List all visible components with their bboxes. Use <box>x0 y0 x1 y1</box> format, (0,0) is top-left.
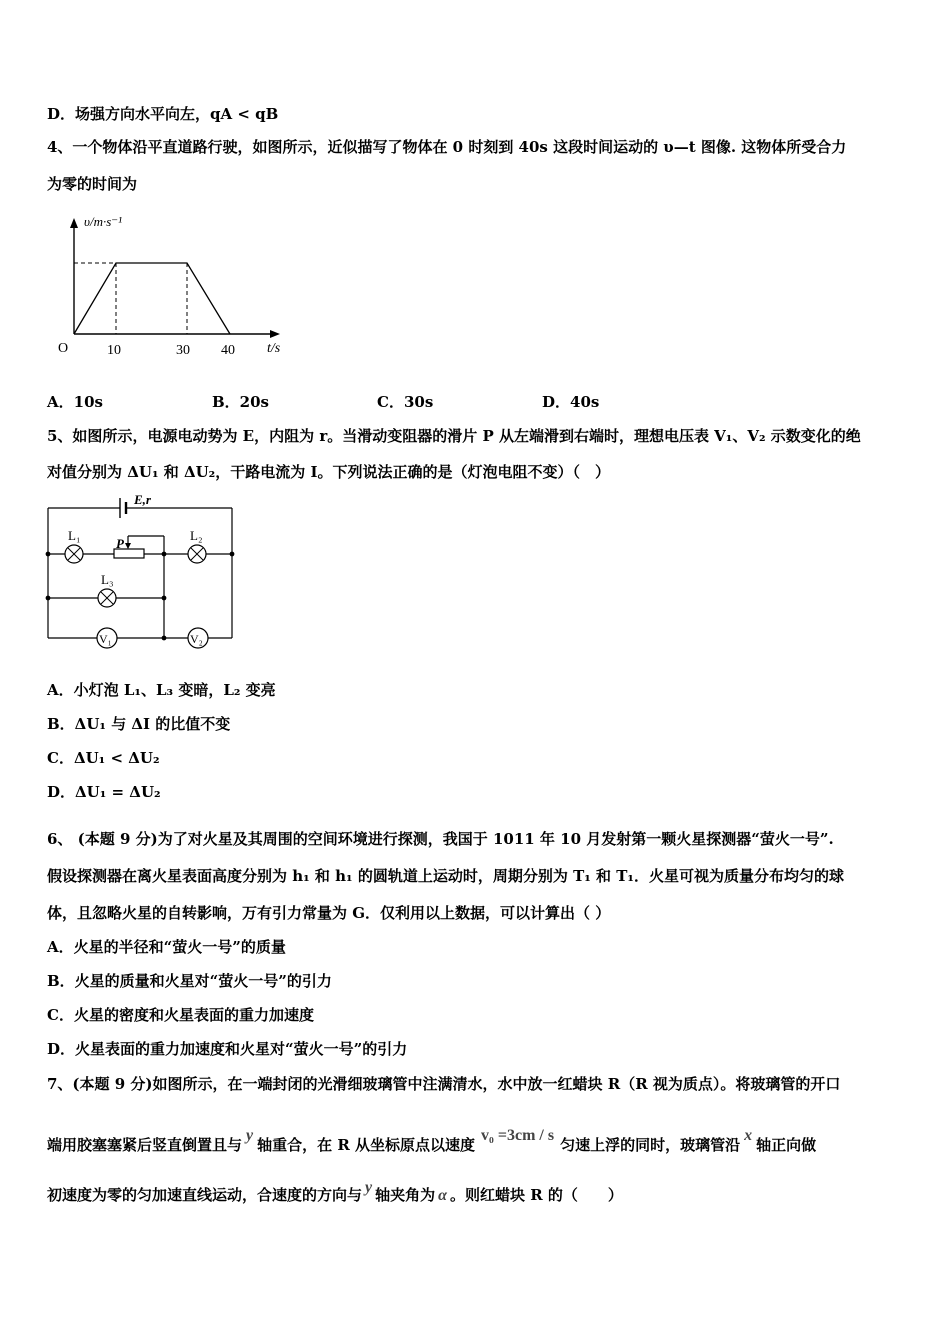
q7-line2-part2: 轴重合，在 R 从坐标原点以速度 <box>257 1136 476 1154</box>
q6-stem-line1: 6、 (本题 9 分)为了对火星及其周围的空间环境进行探测，我国于 1011 年 10 月发射第一颗火星探测器“萤火一号”. <box>47 830 834 848</box>
q5-L1-label: L₁ <box>68 528 81 543</box>
q5-stem-line1: 5、如图所示，电源电动势为 E，内阻为 r。当滑动变阻器的滑片 P 从左端滑到右端时，理想电压表 V₁、V₂ 示数变化的绝 <box>47 427 861 445</box>
q7-line3-part1: 初速度为零的匀加速直线运动，合速度的方向与 <box>47 1186 363 1204</box>
q5-circuit-diagram <box>40 490 250 655</box>
q7-line3-part2: 轴夹角为 <box>375 1186 436 1204</box>
q4-origin: O <box>58 341 69 356</box>
q7-y-symbol-2: y <box>365 1179 373 1196</box>
q4-stem-line2: 为零的时间为 <box>47 175 138 193</box>
q6-stem-line2: 假设探测器在离火星表面高度分别为 h₁ 和 h₁ 的圆轨道上运动时，周期分别为 T₁ 和 T₁．火星可视为质量分布均匀的球 <box>47 867 844 885</box>
q4-ylabel: υ/m·s⁻¹ <box>84 214 123 229</box>
q4-stem-line1: 4、一个物体沿平直道路行驶，如图所示，近似描写了物体在 0 时刻到 40s 这段时间运动的 υ—t 图像. 这物体所受合力 <box>47 138 847 156</box>
q4-xlabel: t/s <box>267 341 281 356</box>
q7-line2-part4: 轴正向做 <box>756 1136 817 1154</box>
q7-x-symbol: x <box>744 1127 753 1144</box>
q4-tick-30: 30 <box>176 343 190 358</box>
q5-L3-label: L₃ <box>101 572 114 587</box>
q7-alpha-symbol: α <box>438 1187 447 1204</box>
q5-option-c: C．ΔU₁ < ΔU₂ <box>47 749 160 767</box>
q4-option-c: C．30s <box>377 393 434 411</box>
q6-option-c: C．火星的密度和火星表面的重力加速度 <box>47 1006 314 1024</box>
q4-tick-10: 10 <box>107 343 121 358</box>
q4-vt-graph <box>50 208 300 363</box>
q4-tick-40: 40 <box>221 343 235 358</box>
q5-stem-line2: 对值分别为 ΔU₁ 和 ΔU₂，干路电流为 I。下列说法正确的是（灯泡电阻不变）（ ） <box>47 463 610 481</box>
q3-option-d: D．场强方向水平向左，qA < qB <box>47 105 279 123</box>
q5-L2-label: L₂ <box>190 528 203 543</box>
q5-option-b: B．ΔU₁ 与 ΔI 的比值不变 <box>47 715 231 733</box>
q4-option-b: B．20s <box>212 393 269 411</box>
q6-option-a: A．火星的半径和“萤火一号”的质量 <box>47 938 286 956</box>
q4-option-a: A．10s <box>47 393 103 411</box>
q5-V2-label: V₂ <box>190 632 203 646</box>
q6-option-b: B．火星的质量和火星对“萤火一号”的引力 <box>47 972 332 990</box>
q7-line3-part3: 。则红蜡块 R 的（ ） <box>450 1186 623 1204</box>
q7-velocity-formula: v₀ =3cm / s <box>481 1127 555 1144</box>
q5-option-d: D．ΔU₁ = ΔU₂ <box>47 783 161 801</box>
q4-option-d: D．40s <box>542 393 600 411</box>
q6-stem-line3: 体，且忽略火星的自转影响，万有引力常量为 G．仅利用以上数据，可以计算出（ ） <box>47 904 611 922</box>
q5-P-label: P <box>116 536 124 551</box>
q7-stem-line2 <box>47 1127 817 1156</box>
q7-line2-part3: 匀速上浮的同时，玻璃管沿 <box>560 1136 741 1154</box>
q5-source-label: E,r <box>134 492 151 507</box>
q6-option-d: D．火星表面的重力加速度和火星对“萤火一号”的引力 <box>47 1040 408 1058</box>
q5-V1-label: V₁ <box>99 632 112 646</box>
q7-line2-part1: 端用胶塞塞紧后竖直倒置且与 <box>47 1136 243 1154</box>
q7-stem-line3 <box>47 1179 623 1206</box>
q7-stem-line1: 7、(本题 9 分)如图所示，在一端封闭的光滑细玻璃管中注满清水，水中放一红蜡块 R（R 视为质点）。将玻璃管的开口 <box>47 1075 841 1093</box>
q7-y-symbol: y <box>246 1127 254 1144</box>
q5-option-a: A．小灯泡 L₁、L₃ 变暗，L₂ 变亮 <box>47 681 276 699</box>
